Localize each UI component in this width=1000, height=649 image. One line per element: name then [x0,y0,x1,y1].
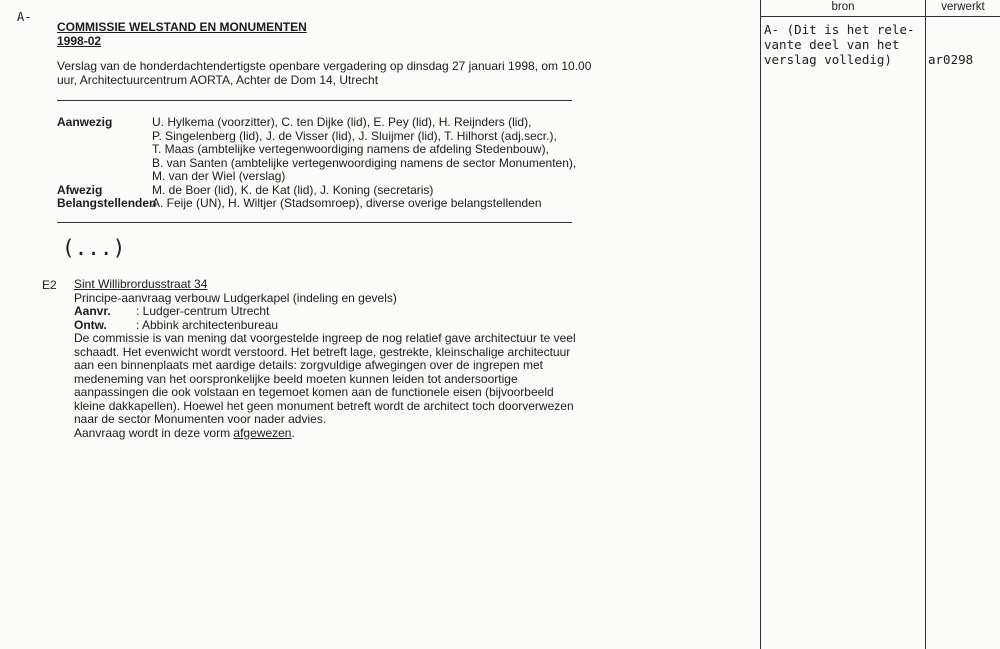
item-decision [74,427,295,441]
separator-line [57,100,572,101]
interested-label: Belangstellenden [57,196,157,210]
item-body-line: kleine dakkapellen). Hoewel het geen monument betreft wordt de architect toch doorverwezen [74,398,574,413]
table-border-middle [925,0,926,649]
intro-line: Verslag van de honderdachtendertigste openbare vergadering op dinsdag 27 januari 1998, om 10.00 [57,59,592,73]
bron-note-line: A- (Dit is het rele- [764,22,915,37]
item-address: Sint Willibrordusstraat 34 [74,277,208,291]
item-applicant-row [74,305,269,319]
item-body-line: schaadt. Het evenwicht wordt verstoord. Het betreft lage, gestrekte, kleinschalige architectuur [74,344,571,359]
column-header-verwerkt: verwerkt [941,1,985,13]
table-border-left [760,0,761,649]
item-code: E2 [42,278,57,292]
item-body-line: medeneming van het oorspronkelijke beeld moeten kunnen leiden tot andersoortige [74,371,518,386]
present-line: T. Maas (ambtelijke vertegenwoordiging namens de afdeling Stedenbouw), [152,142,549,156]
item-subject: Principe-aanvraag verbouw Ludgerkapel (indeling en gevels) [74,290,397,305]
decision-prefix: Aanvraag wordt in deze vorm [74,425,234,440]
column-header-bron: bron [831,1,855,13]
decision-word: afgewezen [233,425,292,440]
absent-line: M. de Boer (lid), K. de Kat (lid), J. Koning (secretaris) [152,182,434,197]
document-code: 1998-02 [57,34,102,48]
separator-line [57,222,572,223]
bron-note-line: vante deel van het [764,37,900,52]
corner-mark: A- [17,10,32,24]
attendance-block [57,116,577,216]
designer-label: Ontw. [74,317,107,332]
ellipsis-mark: (...) [62,236,126,260]
present-line: P. Singelenberg (lid), J. de Visser (lid), J. Sluijmer (lid), T. Hilhorst (adj.secr.), [152,128,557,143]
applicant-label: Aanvr. [74,304,111,318]
document-title: COMMISSIE WELSTAND EN MONUMENTEN [57,20,307,34]
item-designer-row [74,319,278,333]
present-label: Aanwezig [57,115,113,129]
item-body-line: De commissie is van mening dat voorgestelde ingreep de nog relatief gave architectuur te veel [74,331,576,345]
item-body-line: aanpassingen die ook volstaan en tegemoet komen aan de functionele eisen (bijvoorbeeld [74,385,554,399]
designer-value: : Abbink architectenbureau [136,317,279,332]
decision-suffix: . [291,425,295,440]
intro-line: uur, Architectuurcentrum AORTA, Achter de Dom 14, Utrecht [57,73,379,87]
applicant-value: : Ludger-centrum Utrecht [136,304,270,318]
present-line: M. van der Wiel (verslag) [152,169,286,183]
bron-note-line: verslag volledig) [764,52,892,67]
absent-label: Afwezig [57,182,103,197]
table-header-rule [760,16,1000,17]
interested-line: A. Feije (UN), H. Wiltjer (Stadsomroep), diverse overige belangstellenden [152,196,542,210]
item-body-line: aan een binnenplaats met aardige details: zorgvuldige afwegingen over de ingrepen met [74,358,543,372]
present-line: B. van Santen (ambtelijke vertegenwoordiging namens de sector Monumenten), [152,155,577,170]
present-line: U. Hylkema (voorzitter), C. ten Dijke (lid), E. Pey (lid), H. Reijnders (lid), [152,115,532,129]
verwerkt-reference: ar0298 [928,52,974,67]
item-body-line: naar de sector Monumenten voor nader advies. [74,412,327,426]
